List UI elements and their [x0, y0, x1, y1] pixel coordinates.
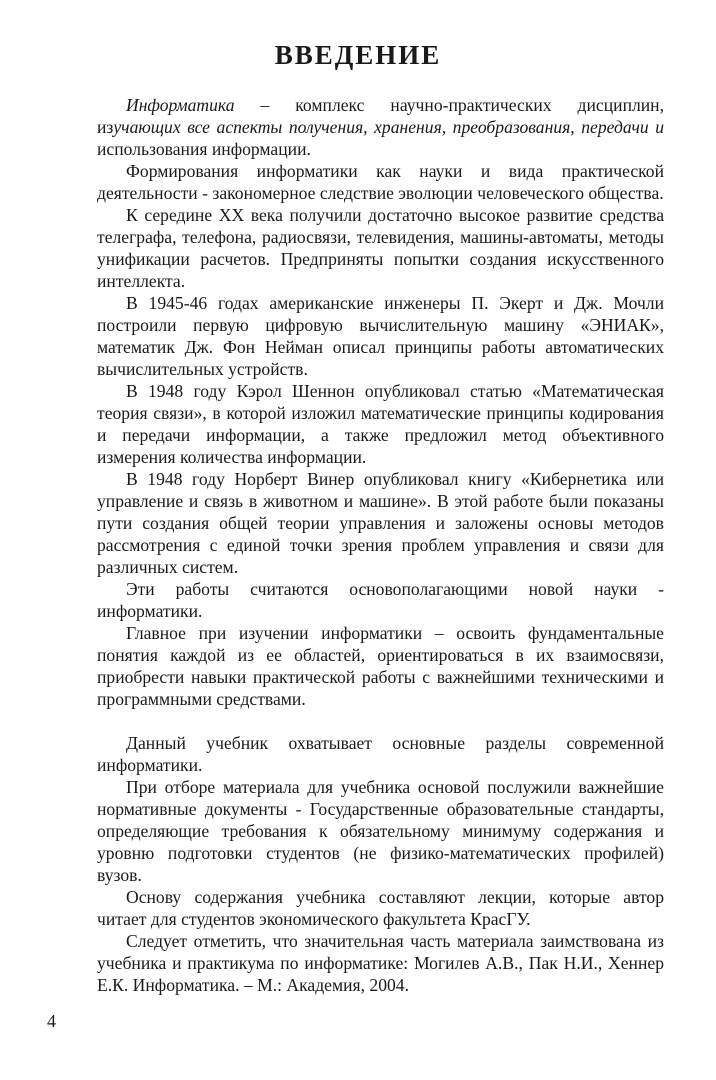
- intro-italic-part: учающих все аспекты получения, хранения, преобразования, передачи и: [113, 117, 664, 137]
- document-body: [97, 94, 664, 996]
- paragraph-1: Формирования информатики как науки и вида практической деятельности - закономерное следствие эволюции человеческого общества.: [97, 161, 664, 203]
- paragraph-3: В 1945-46 годах американские инженеры П. Экерт и Дж. Мочли построили первую цифровую вычислительную машину «ЭНИАК», математик Дж. Фон Нейман описал принципы работы автоматических вычислительных устройств.: [97, 293, 664, 379]
- paragraph-11: Следует отметить, что значительная часть материала заимствована из учебника и практикума по информатике: Могилев А.В., Пак Н.И., Хеннер Е.К. Информатика. – М.: Академия, 2004.: [97, 931, 664, 995]
- paragraph-7: Главное при изучении информатики – освоить фундаментальные понятия каждой из ее областей, ориентироваться в их взаимосвязи, приобрести навыки практической работы с важнейшими техническими и программными средствами.: [97, 623, 664, 709]
- paragraph-5: В 1948 году Норберт Винер опубликовал книгу «Кибернетика или управление и связь в животном и машине». В этой работе были показаны пути создания общей теории управления и заложены основы методов рассмотрения с единой точки зрения проблем управления и связи для различных систем.: [97, 469, 664, 577]
- intro-term-rest: – комплекс научно-практических дисциплин, из: [97, 95, 664, 137]
- intro-paragraph: [97, 94, 664, 160]
- page-title: ВВЕДЕНИЕ: [274, 40, 442, 70]
- paragraph-6: Эти работы считаются основополагающими новой науки - информатики.: [97, 579, 664, 621]
- paragraph-10: Основу содержания учебника составляют лекции, которые автор читает для студентов экономического факультета КрасГУ.: [97, 887, 664, 929]
- paragraph-4: В 1948 году Кэрол Шеннон опубликовал статью «Математическая теория связи», в которой изложил математические принципы кодирования и передачи информации, а также предложил метод объективного измерения количества информации.: [97, 381, 664, 467]
- paragraph-2: К середине XX века получили достаточно высокое развитие средства телеграфа, телефона, радиосвязи, телевидения, машины-автоматы, методы унификации расчетов. Предприняты попытки создания искусственного интеллекта.: [97, 205, 664, 291]
- page-number: 4: [47, 1011, 56, 1031]
- intro-tail: использования информации.: [97, 139, 311, 159]
- paragraph-8: Данный учебник охватывает основные разделы современной информатики.: [97, 733, 664, 775]
- paragraph-9: При отборе материала для учебника основой послужили важнейшие нормативные документы - Государственные образовательные стандарты, определяющие требования к обязательному минимуму содержания и уровню подготовки студентов (не физико-математических профилей) вузов.: [97, 777, 664, 885]
- intro-term: Информатика: [126, 95, 235, 115]
